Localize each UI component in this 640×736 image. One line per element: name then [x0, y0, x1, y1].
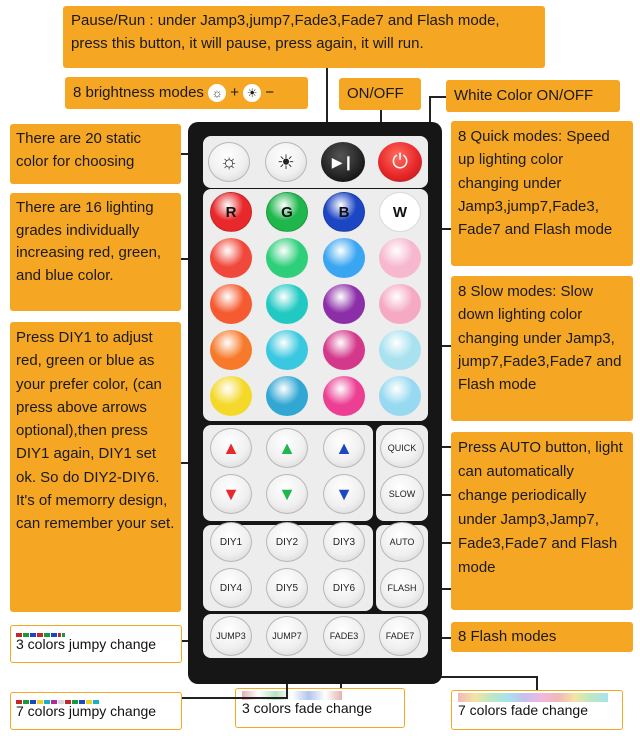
fade7-button[interactable]	[379, 616, 421, 656]
quick-text: 8 Quick modes: Speed up lighting color changing under Jamp3,jump7,Fade3, Fade7 and Flash mode	[458, 128, 613, 238]
brightness-up-button[interactable]: ☀	[265, 142, 307, 182]
jump3-button[interactable]	[210, 616, 252, 656]
power-icon: ⏻	[392, 150, 408, 173]
pause-run-text: Pause/Run : under Jamp3,jump7,Fade3,Fade7 and Flash mode, press this button, it will pause, press again, it will run.	[71, 12, 500, 52]
color-button-g[interactable]	[266, 192, 308, 232]
color-button[interactable]	[379, 376, 421, 416]
brightness-minus: −	[265, 84, 275, 101]
arrow-down-icon: ▼	[335, 483, 353, 504]
color-button-b[interactable]	[323, 192, 365, 232]
increase-red-button[interactable]	[210, 428, 252, 468]
fade7-text: 7 colors fade change	[458, 702, 588, 718]
color-button[interactable]	[210, 284, 252, 324]
diy1-button[interactable]	[210, 522, 252, 562]
color-button[interactable]	[210, 376, 252, 416]
fade7-swatches	[458, 693, 608, 702]
color-button[interactable]	[266, 238, 308, 278]
on-off-callout	[339, 78, 421, 110]
color-button-label: B	[338, 203, 350, 221]
auto-callout	[451, 432, 633, 610]
quick-button[interactable]	[380, 428, 424, 468]
quick-callout	[451, 121, 633, 266]
arrow-up-icon: ▲	[278, 437, 296, 458]
color-button[interactable]	[379, 284, 421, 324]
connector	[182, 697, 288, 699]
flash-callout	[451, 622, 633, 652]
color-button[interactable]	[266, 284, 308, 324]
static-colors-callout	[10, 124, 181, 184]
auto-label: AUTO	[389, 537, 415, 547]
flash-text: 8 Flash modes	[458, 628, 557, 645]
mode-label: FADE7	[385, 631, 415, 641]
jump7-text: 7 colors jumpy change	[16, 703, 157, 719]
brightness-callout	[65, 77, 308, 109]
diy-label: DIY6	[332, 582, 356, 594]
increase-green-button[interactable]	[266, 428, 308, 468]
pause-run-callout	[63, 6, 545, 68]
decrease-red-button[interactable]	[210, 474, 252, 514]
connector	[429, 96, 446, 98]
brightness-up-sun-icon: ☀	[243, 84, 261, 102]
diy5-button[interactable]	[266, 568, 308, 608]
color-button-r[interactable]	[210, 192, 252, 232]
pause-run-button[interactable]	[321, 142, 365, 182]
color-button[interactable]	[323, 376, 365, 416]
white-on-off-callout	[446, 80, 620, 112]
fade7-callout	[451, 690, 623, 730]
static-colors-text: There are 20 static color for choosing	[16, 130, 142, 170]
color-button[interactable]	[210, 238, 252, 278]
color-button[interactable]	[323, 330, 365, 370]
on-off-text: ON/OFF	[347, 85, 404, 102]
color-button[interactable]	[379, 238, 421, 278]
lighting-grades-callout	[10, 193, 181, 311]
fade3-text: 3 colors fade change	[242, 700, 372, 716]
lighting-grades-text: There are 16 lighting grades individually increasing red, green, and blue color.	[16, 199, 162, 284]
fade3-button[interactable]	[323, 616, 365, 656]
slow-text: 8 Slow modes: Slow down lighting color changing under Jamp3, jump7,Fade3,Fade7 and Flash mode	[458, 283, 622, 393]
decrease-blue-button[interactable]	[323, 474, 365, 514]
decrease-green-button[interactable]	[266, 474, 308, 514]
diy-callout	[10, 322, 181, 612]
diy3-button[interactable]	[323, 522, 365, 562]
color-button[interactable]	[266, 376, 308, 416]
slow-label: SLOW	[388, 489, 416, 499]
auto-text: Press AUTO button, light can automatically change periodically under Jamp3,Jamp7, Fade3,Fade7 and Flash mode	[458, 439, 623, 576]
diy-label: DIY5	[275, 582, 299, 594]
mode-label: JUMP3	[216, 631, 246, 641]
diy-text: Press DIY1 to adjust red, green or blue as your prefer color, (can press above arrows optional),then press DIY1 again, DIY1 set ok. So do DIY2-DIY6. It's of memorry design, can remember your set.	[16, 329, 175, 532]
arrow-up-icon: ▲	[222, 437, 240, 458]
arrow-down-icon: ▼	[278, 483, 296, 504]
color-button-label: W	[392, 203, 408, 221]
connector	[536, 676, 538, 690]
color-button[interactable]	[210, 330, 252, 370]
diy-label: DIY4	[219, 582, 243, 594]
remote-control	[188, 122, 442, 684]
diy-label: DIY1	[219, 536, 243, 548]
brightness-down-sun-icon: ☼	[208, 84, 226, 102]
diy6-button[interactable]	[323, 568, 365, 608]
power-button[interactable]	[378, 142, 422, 182]
diy-label: DIY3	[332, 536, 356, 548]
quick-label: QUICK	[387, 443, 417, 453]
color-button-label: G	[281, 203, 293, 221]
color-button[interactable]	[266, 330, 308, 370]
brightness-plus: +	[230, 84, 240, 101]
jump7-swatches	[16, 695, 176, 703]
increase-blue-button[interactable]	[323, 428, 365, 468]
fade3-callout	[235, 688, 405, 728]
diy-label: DIY2	[275, 536, 299, 548]
color-button[interactable]	[323, 284, 365, 324]
white-on-off-text: White Color ON/OFF	[454, 87, 594, 104]
mode-label: JUMP7	[272, 631, 302, 641]
diy4-button[interactable]	[210, 568, 252, 608]
brightness-text: 8 brightness modes	[73, 84, 204, 101]
arrow-up-icon: ▲	[335, 437, 353, 458]
jump7-callout	[10, 692, 182, 730]
color-button[interactable]	[379, 330, 421, 370]
flash-label: FLASH	[387, 583, 417, 593]
jump3-callout	[10, 625, 182, 663]
brightness-down-button[interactable]: ☼	[208, 142, 250, 182]
color-button-label: R	[225, 203, 237, 221]
color-button-w[interactable]	[379, 192, 421, 232]
jump3-text: 3 colors jumpy change	[16, 636, 157, 652]
jump7-button[interactable]	[266, 616, 308, 656]
slow-button[interactable]	[380, 474, 424, 514]
diy2-button[interactable]	[266, 522, 308, 562]
flash-button[interactable]	[380, 568, 424, 608]
mode-label: FADE3	[329, 631, 359, 641]
play-pause-icon: ▶❙	[331, 153, 355, 170]
slow-callout	[451, 276, 633, 421]
jump3-swatches	[16, 628, 176, 636]
arrow-down-icon: ▼	[222, 483, 240, 504]
color-button[interactable]	[323, 238, 365, 278]
auto-button[interactable]	[380, 522, 424, 562]
